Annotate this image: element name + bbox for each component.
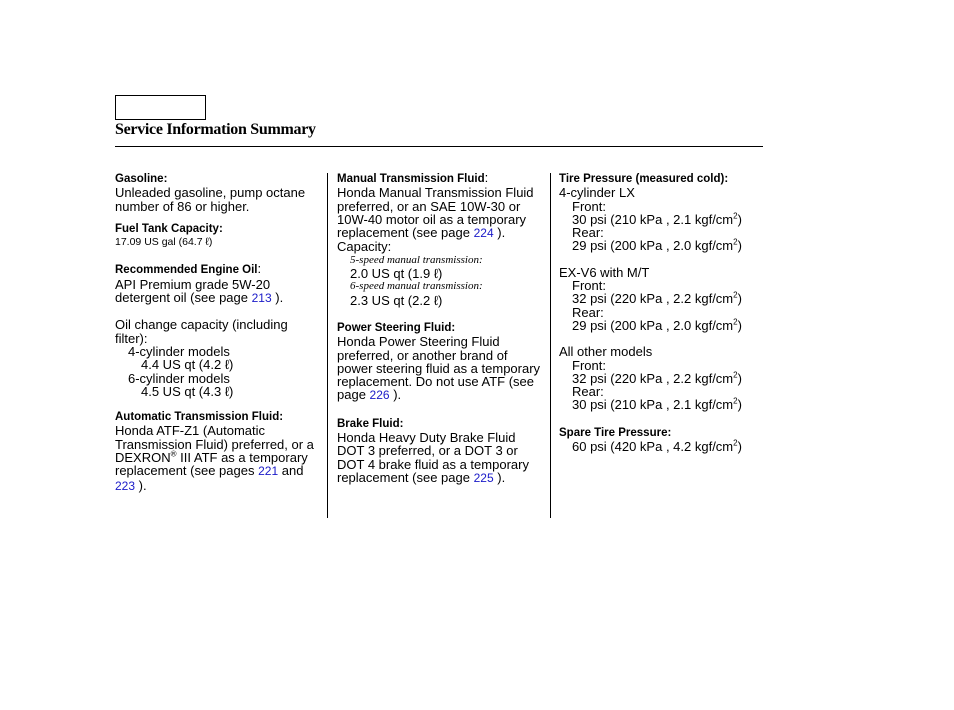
page-link-221[interactable]: 221 <box>258 464 279 479</box>
other-front-value: 32 psi (220 kPa , 2.2 kgf/$cm^2$) <box>572 370 742 386</box>
other-rear-value: 30 psi (210 kPa , 2.1 kgf/$cm^2$) <box>572 397 742 413</box>
five-speed-value: 2.0 US qt (1.9 ℓ) <box>350 266 443 282</box>
six-speed-value: 2.3 US qt (2.2 ℓ) <box>350 292 443 308</box>
five-speed-label: 5-speed manual transmission: <box>350 253 483 266</box>
spare-tire-value: 60 psi (420 kPa , 4.2 kgf/$cm^2$) <box>572 438 742 455</box>
lx-front-label: Front: <box>572 198 606 214</box>
column-2 <box>337 171 545 485</box>
fuel-tank-heading: Fuel Tank Capacity: <box>115 222 223 235</box>
other-label: All other models <box>559 344 653 360</box>
tire-pressure-heading: Tire Pressure (measured cold): <box>559 173 729 185</box>
lx-rear-value: 29 psi (200 kPa , 2.0 kgf/$cm^2$) <box>572 238 742 254</box>
ex-front-label: Front: <box>572 278 606 294</box>
capacity-label: Capacity: <box>337 239 392 255</box>
column-divider-1 <box>327 173 328 518</box>
psf-heading: Power Steering Fluid: <box>337 321 456 334</box>
column-3 <box>559 171 759 453</box>
atf-text: Honda ATF-Z1 (Automatic Transmission Fluid) preferred, or a DEXRON® III ATF as a temporary replacement (see pages 221 and 223 ). <box>115 423 314 493</box>
mtf-text: Honda Manual Transmission Fluid preferred, or an SAE 10W-30 or 10W-40 motor oil as a temporary replacement (see page 224 ). <box>337 185 534 241</box>
ex-label: EX-V6 with M/T <box>559 264 650 280</box>
fuel-tank-value: 17.09 US gal (64.7 ℓ) <box>115 236 213 249</box>
six-speed-label: 6-speed manual transmission: <box>350 280 483 293</box>
ex-front-value: 32 psi (220 kPa , 2.2 kgf/$cm^2$) <box>572 291 742 307</box>
other-front-label: Front: <box>572 357 606 373</box>
column-divider-2 <box>550 173 551 518</box>
ex-rear-label: Rear: <box>572 304 604 320</box>
cyl6-label: 6-cylinder models <box>128 370 230 386</box>
lx-rear-label: Rear: <box>572 225 604 241</box>
atf-heading: Automatic Transmission Fluid: <box>115 411 284 424</box>
gasoline-text: Unleaded gasoline, pump octane number of 86 or higher. <box>115 185 306 214</box>
engine-oil-heading: Recommended Engine Oil: <box>115 261 262 277</box>
cyl6-value: 4.5 US qt (4.3 ℓ) <box>141 383 234 399</box>
engine-oil-text: API Premium grade 5W-20 detergent oil (see page 213 ). <box>115 276 284 306</box>
cyl4-value: 4.4 US qt (4.2 ℓ) <box>141 357 234 373</box>
page-link-226[interactable]: 226 <box>369 388 390 403</box>
page-link-224[interactable]: 224 <box>473 226 494 241</box>
lx-front-value: 30 psi (210 kPa , 2.1 kgf/$cm^2$) <box>572 211 742 227</box>
other-rear-label: Rear: <box>572 384 604 400</box>
page-link-223[interactable]: 223 <box>115 478 136 493</box>
cyl4-label: 4-cylinder models <box>128 343 230 359</box>
page-link-213[interactable]: 213 <box>251 291 272 306</box>
column-1 <box>115 171 320 493</box>
section-tab-box <box>115 95 206 120</box>
ex-rear-value: 29 psi (200 kPa , 2.0 kgf/$cm^2$) <box>572 317 742 333</box>
brake-fluid-text: Honda Heavy Duty Brake Fluid DOT 3 preferred, or a DOT 3 or DOT 4 brake fluid as a temporary replacement (see page 225 ). <box>337 430 529 485</box>
title-divider <box>115 146 763 147</box>
gasoline-heading: Gasoline: <box>115 173 168 185</box>
mtf-heading: Manual Transmission Fluid: <box>337 170 489 185</box>
spare-tire-heading: Spare Tire Pressure: <box>559 426 672 439</box>
lx-label: 4-cylinder LX <box>559 185 635 201</box>
page-link-225[interactable]: 225 <box>473 470 494 485</box>
psf-text: Honda Power Steering Fluid preferred, or another brand of power steering fluid as a temporary replacement. Do not use ATF (see page 226 ). <box>337 334 541 403</box>
oil-change-text: Oil change capacity (including filter): <box>115 317 288 346</box>
page-title: Service Information Summary <box>115 121 316 138</box>
brake-fluid-heading: Brake Fluid: <box>337 417 404 430</box>
